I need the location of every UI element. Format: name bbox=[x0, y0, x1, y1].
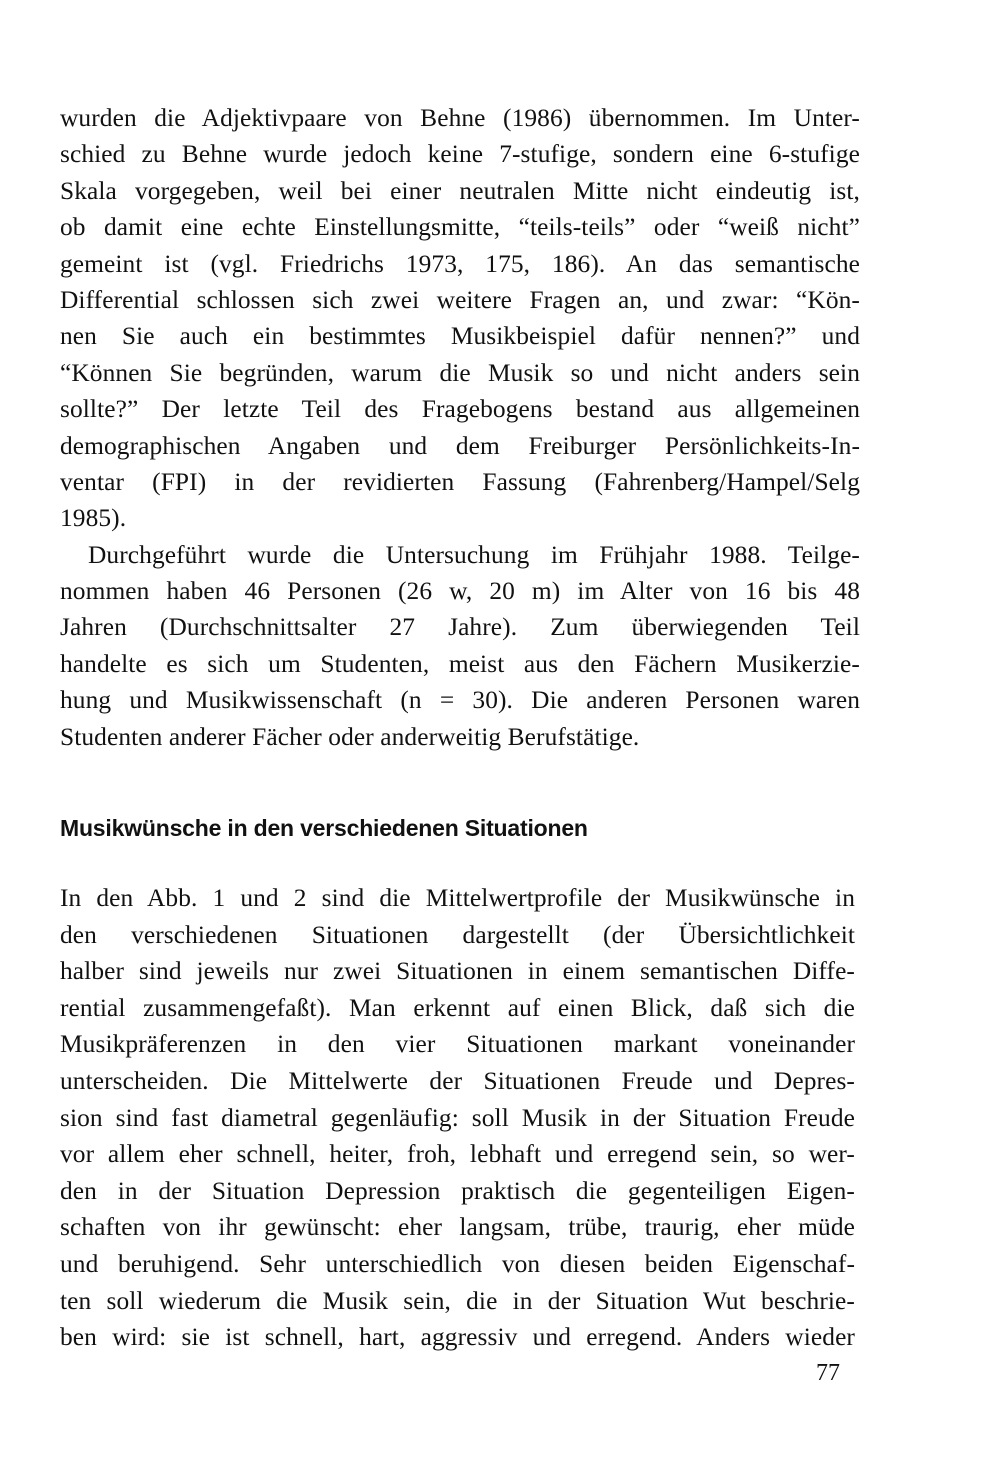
text-line: handelte es sich um Studenten, meist aus den Fächern Musikerzie- bbox=[60, 649, 860, 678]
text-line: Skala vorgegeben, weil bei einer neutralen Mitte nicht eindeutig ist, bbox=[60, 176, 860, 205]
text-line: Jahren (Durchschnittsalter 27 Jahre). Zum überwiegenden Teil bbox=[60, 613, 860, 642]
text-line: schied zu Behne wurde jedoch keine 7-stufige, sondern eine 6-stufige bbox=[60, 140, 860, 169]
text-line: hung und Musikwissenschaft (n = 30). Die anderen Personen waren bbox=[60, 686, 860, 715]
paragraph-2 bbox=[60, 537, 860, 755]
text-line: nen Sie auch ein bestimmtes Musikbeispiel dafür nennen?” und bbox=[60, 322, 860, 351]
section-heading: Musikwünsche in den verschiedenen Situationen bbox=[60, 815, 588, 841]
text-line: “Können Sie begründen, warum die Musik so und nicht anders sein bbox=[60, 358, 860, 387]
text-line: ten soll wiederum die Musik sein, die in der Situation Wut beschrie- bbox=[60, 1286, 855, 1315]
text-line: ben wird: sie ist schnell, hart, aggressiv und erregend. Anders wieder bbox=[60, 1323, 855, 1352]
text-line: rential zusammengefaßt). Man erkennt auf einen Blick, daß sich die bbox=[60, 993, 855, 1022]
text-line: unterscheiden. Die Mittelwerte der Situationen Freude und Depres- bbox=[60, 1066, 855, 1095]
text-line: schaften von ihr gewünscht: eher langsam, trübe, traurig, eher müde bbox=[60, 1213, 855, 1242]
text-line: nommen haben 46 Personen (26 w, 20 m) im Alter von 16 bis 48 bbox=[60, 577, 860, 606]
paragraph-1 bbox=[60, 100, 860, 537]
text-line: den in der Situation Depression praktisch die gegenteiligen Eigen- bbox=[60, 1176, 855, 1205]
text-line: und beruhigend. Sehr unterschiedlich von diesen beiden Eigenschaf- bbox=[60, 1249, 855, 1278]
text-line: sion sind fast diametral gegenläufig: soll Musik in der Situation Freude bbox=[60, 1103, 855, 1132]
text-line: ob damit eine echte Einstellungsmitte, “teils-teils” oder “weiß nicht” bbox=[60, 213, 860, 242]
text-line: In den Abb. 1 und 2 sind die Mittelwertprofile der Musikwünsche in bbox=[60, 884, 855, 912]
text-line: 1985). bbox=[60, 504, 127, 533]
text-line: Studenten anderer Fächer oder anderweitig Berufstätige. bbox=[60, 722, 640, 751]
paragraph-3 bbox=[60, 880, 855, 1356]
page-number: 77 bbox=[816, 1360, 840, 1386]
text-line: vor allem eher schnell, heiter, froh, lebhaft und erregend sein, so wer- bbox=[60, 1140, 855, 1169]
text-line: wurden die Adjektivpaare von Behne (1986) übernommen. Im Unter- bbox=[60, 104, 860, 132]
text-line: Musikpräferenzen in den vier Situationen markant voneinander bbox=[60, 1030, 855, 1059]
body-text-top bbox=[60, 100, 860, 755]
text-line: gemeint ist (vgl. Friedrichs 1973, 175, 186). An das semantische bbox=[60, 249, 860, 278]
text-line: demographischen Angaben und dem Freiburger Persönlichkeits-In- bbox=[60, 431, 860, 460]
text-line: ventar (FPI) in der revidierten Fassung (Fahrenberg/Hampel/Selg bbox=[60, 467, 860, 496]
text-line: sollte?” Der letzte Teil des Fragebogens bestand aus allgemeinen bbox=[60, 395, 860, 424]
text-line: Differential schlossen sich zwei weitere Fragen an, und zwar: “Kön- bbox=[60, 285, 860, 314]
text-line: Durchgeführt wurde die Untersuchung im Frühjahr 1988. Teilge- bbox=[88, 540, 860, 569]
text-line: halber sind jeweils nur zwei Situationen in einem semantischen Diffe- bbox=[60, 957, 855, 986]
text-line: den verschiedenen Situationen dargestellt (der Übersichtlichkeit bbox=[60, 920, 855, 949]
